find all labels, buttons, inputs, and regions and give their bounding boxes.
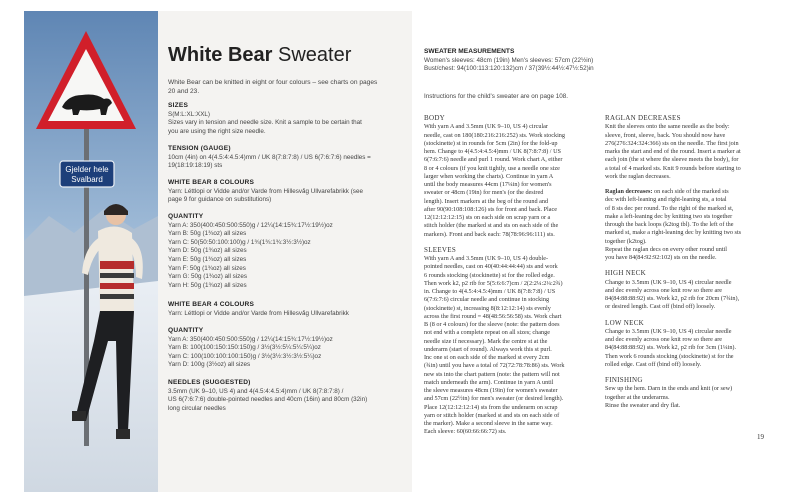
instruction-line: larger when working the charts). Continue in yarn A xyxy=(424,172,554,180)
section-line: Yarn: Léttlopi or Vidde and/or Varde from Hillesvåg Ullvarefabrikk xyxy=(168,309,349,317)
measurement-line: Bust/chest: 94(100:113:120:132)cm / 37(39½:44½:47½:52)in xyxy=(424,65,594,73)
instruction-line: Repeat the raglan decs on every other round until xyxy=(605,245,727,253)
instruction-heading: SLEEVES xyxy=(424,245,457,254)
instruction-section xyxy=(424,114,574,239)
section-line: page 9 for guidance on substitutions) xyxy=(168,196,272,204)
sign-text-line2: Svalbard xyxy=(71,175,103,184)
section-line: long circular needles xyxy=(168,404,226,412)
instruction-line: work the raglan decreases. xyxy=(605,172,671,180)
instruction-line: yarn or stitch holder (marked st and sts on each side of xyxy=(424,411,560,419)
instruction-heading: RAGLAN DECREASES xyxy=(605,114,681,122)
instruction-line: of 8 sts dec per round. To the right of the marked st, xyxy=(605,204,734,212)
measurement-line: Women's sleeves: 48cm (19in) Men's sleeves: 57cm (22½in) xyxy=(424,56,594,64)
column-left xyxy=(424,114,574,444)
instruction-line: through the back loops (k2tog tbl). To the left of the xyxy=(605,221,734,228)
instruction-line: not end with a complete repeat on all sizes; change xyxy=(424,329,550,337)
instruction-line: B (8 or 4 colours) for the sleeve (note: the pattern does xyxy=(424,321,560,328)
instruction-line: match underneath the arm). Continue in yarn A until xyxy=(424,378,554,386)
instruction-line: 6(7:6:7:6) circular needle and continue in stocking xyxy=(424,296,550,304)
instruction-line: sweater or 48cm (19in) for men's (or the desired xyxy=(424,189,544,197)
instruction-line: dec with left-leaning and right-leaning sts, a total xyxy=(605,196,727,204)
sweater-measurements xyxy=(424,48,614,74)
yarn-line: Yarn C: 100(100:100:100:150)g / 3½(3½:3½:3½:5¼)oz xyxy=(168,352,322,360)
instruction-line: marks the start and end of the round. Insert a marker at xyxy=(605,148,741,155)
instruction-line: (¾in) until you have a total of 72(72:78:78:86) sts. Work xyxy=(424,362,565,370)
sign-text-line1: Gjelder hele xyxy=(65,165,109,174)
yarn-line: Yarn A: 350(400:450:500:550)g / 12¼(14:15¾:17½:19½)oz xyxy=(168,335,333,343)
instruction-line: Place 12(12:12:12:14) sts from the underarm on scrap xyxy=(424,403,558,411)
section-heading: QUANTITY xyxy=(168,213,204,220)
instruction-line: 8 or 4 colours (if you knit tightly, use a needle one size xyxy=(424,164,560,172)
column-right xyxy=(605,114,755,417)
section-line: you are using the right size needle. xyxy=(168,127,266,135)
instruction-line: together at the underarms. xyxy=(605,393,670,401)
yarn-line: Yarn D: 100g (3½oz) all sizes xyxy=(168,361,251,369)
instruction-heading: FINISHING xyxy=(605,376,643,384)
instruction-line: or desired length. Cast off (bind off) loosely. xyxy=(605,303,716,311)
instruction-line: Knit the sleeves onto the same needle as the body: xyxy=(605,123,730,131)
instruction-line: Change to 3.5mm (UK 9–10, US 4) circular needle xyxy=(605,278,732,286)
pattern-info-column xyxy=(168,11,408,492)
photo-polar-bear-sign xyxy=(24,11,158,492)
instruction-line: underarm (start of round). Always work this st purl. xyxy=(424,345,552,353)
page-title xyxy=(168,44,408,67)
instruction-line: stitch holder (the marked st and sts on each side of the xyxy=(424,222,559,230)
instruction-section xyxy=(605,376,755,410)
instruction-line: 12(12:12:12:15) sts on each side on scrap yarn or a xyxy=(424,214,551,221)
instruction-line: Then work k2, p2 rib for 5(5:6:6:7)cm / 2(2:2¼:2¼:2¾) xyxy=(424,279,563,287)
instruction-heading: BODY xyxy=(424,114,446,122)
section-heading: WHITE BEAR 8 COLOURS xyxy=(168,179,255,186)
instruction-line: Inc one st on each side of the marked st every 2cm xyxy=(424,354,550,361)
instruction-line: 84(84:88:88:92) sts. Work k2, p2 rib for 3cm (1¼in). xyxy=(605,344,737,352)
section-line: US 6(7:6:7:6) double-pointed needles and 40cm (16in) and 80cm (32in) xyxy=(168,396,368,404)
instruction-line: pointed needles, cast on 40(40:44:44:44) sts and work xyxy=(424,263,558,271)
instruction-line: 6(7:6:7:6) needle and purl 1 round. Work chart A, either xyxy=(424,156,563,164)
instruction-line: and dec evenly across one knit row so there are xyxy=(605,336,723,343)
kids-note: Instructions for the child's sweater are on page 108. xyxy=(424,93,569,100)
instruction-line: marked st, make a right-leaning dec by knitting two sts xyxy=(605,229,742,237)
instruction-line: needle, cast on 180(180:216:216:252) sts. Work stocking xyxy=(424,131,565,139)
section-heading: QUANTITY xyxy=(168,327,204,334)
instruction-line: (stockinette) st in rounds for 5cm (2in) for the fold-up xyxy=(424,139,558,147)
instruction-line: and 57cm (22½in) for men's sweater (or desired length). xyxy=(424,395,564,403)
section-heading: WHITE BEAR 4 COLOURS xyxy=(168,301,255,308)
intro-line: White Bear can be knitted in eight or four colours – see charts on pages xyxy=(168,79,378,86)
instruction-line: markers). Front and back each: 78(78:96:96:111) sts. xyxy=(424,230,555,238)
yarn-line: Yarn H: 50g (1¾oz) all sizes xyxy=(168,281,247,289)
instruction-line: make a left-leaning dec by knitting two sts together xyxy=(605,212,733,220)
instruction-line: Sew up the hem. Darn in the ends and knit (or sew) xyxy=(605,385,733,393)
title-bold: White Bear xyxy=(168,44,273,66)
instruction-line: you have 84(84:92:92:102) sts on the needle. xyxy=(605,254,717,261)
section-line: 3.5mm (UK 9–10, US 4) and 4(4.5:4:4.5:4)mm / UK 8(7:8:7:8) / xyxy=(168,387,344,395)
instruction-line: Then work 6 rounds stocking (stockinette) st for the xyxy=(605,352,734,360)
instruction-line: hem. Change to 4(4.5:4:4.5:4)mm / UK 8(7:8:7:8) / US xyxy=(424,148,561,155)
section-heading: SIZES xyxy=(168,102,189,109)
instruction-line: Each sleeve: 60(60:66:66:72) sts. xyxy=(424,428,507,436)
instruction-line: 84(84:88:88:92) sts. Work k2, p2 rib for 20cm (7¾in), xyxy=(605,295,740,302)
instruction-section xyxy=(424,246,574,437)
instruction-line: needle size if necessary). Mark the centre st at the xyxy=(424,337,548,345)
instruction-line: 6 rounds stocking (stockinette) st for the rolled edge. xyxy=(424,271,555,279)
section-line: 19(18:19:18:19) sts xyxy=(168,162,223,170)
instruction-section xyxy=(605,114,755,181)
instruction-line: the sleeve measures 48cm (19in) for women's sweater xyxy=(424,387,558,394)
section-line: Sizes vary in tension and needle size. Knit a sample to be certain that xyxy=(168,119,362,127)
instruction-line: 276(276:324:324:366) sts on the needle. The first join xyxy=(605,139,739,147)
section-needles xyxy=(168,379,404,413)
left-page xyxy=(24,11,412,492)
section-line: 10cm (4in) on 4(4.5:4:4.5:4)mm / UK 8(7:8:7:8) / US 6(7:6:7:6) needles = xyxy=(168,153,371,161)
section-sizes xyxy=(168,102,404,136)
yarn-line: Yarn B: 100(100:150:150:150)g / 3½(3½:5¼:5¼:5¼)oz xyxy=(168,344,321,352)
instruction-line xyxy=(605,188,755,196)
instruction-line: rolled edge. Cast off (bind off) loosely. xyxy=(605,360,702,368)
instruction-line: the marker). Make a second sleeve in the same way. xyxy=(424,420,553,427)
instruction-line: in. Change to 4(4.5:4:4.5:4)mm / UK 8(7:8:7:8) / US xyxy=(424,288,556,295)
yarn-line: Yarn C: 50(50:50:100:100)g / 1¾(1¾:1¾:3½:3½)oz xyxy=(168,238,311,246)
instruction-line: length). Insert markers at the beg of the round and xyxy=(424,197,549,205)
section-8-colours xyxy=(168,179,404,205)
instruction-line: together (k2tog). xyxy=(605,237,647,245)
instruction-line: Change to 3.5mm (UK 9–10, US 4) circular needle xyxy=(605,327,732,335)
instruction-section xyxy=(605,188,755,262)
section-quantity-8 xyxy=(168,213,404,290)
instruction-line: With yarn A and 3.5mm (UK 9–10, US 4) double- xyxy=(424,255,549,262)
yarn-line: Yarn E: 50g (1¾oz) all sizes xyxy=(168,255,247,263)
page-number: 19 xyxy=(757,433,764,441)
intro-text xyxy=(168,78,404,96)
instruction-line: and dec evenly across one knit row so there are xyxy=(605,286,723,294)
section-line: S(M:L:XL:XXL) xyxy=(168,110,210,118)
section-heading: TENSION (GAUGE) xyxy=(168,145,231,152)
yarn-line: Yarn F: 50g (1¾oz) all sizes xyxy=(168,264,246,272)
measurements-heading: SWEATER MEASUREMENTS xyxy=(424,48,515,55)
section-4-colours xyxy=(168,301,404,318)
instruction-line: across the first round = 48(48:56:56:58) sts. Work chart xyxy=(424,312,562,320)
yarn-line: Yarn B: 50g (1¾oz) all sizes xyxy=(168,230,247,238)
instruction-line: a total of 4 marked sts. Knit 9 rounds before starting to xyxy=(605,164,741,172)
instruction-section xyxy=(605,319,755,370)
instruction-section xyxy=(605,269,755,311)
instruction-line: With yarn A and 3.5mm (UK 9–10, US 4) circular xyxy=(424,123,548,131)
title-rest: Sweater xyxy=(272,44,352,66)
section-heading: NEEDLES (SUGGESTED) xyxy=(168,379,251,386)
instruction-line: until the body measures 44cm (17¼in) for women's xyxy=(424,181,552,188)
instruction-heading: HIGH NECK xyxy=(605,269,647,278)
instruction-line: new sts into the chart pattern (note: the pattern will not xyxy=(424,370,560,378)
instruction-bold-lead: Raglan decreases: xyxy=(605,188,653,195)
instruction-line: each join (the st where the sleeve meets the body), for xyxy=(605,156,739,164)
instruction-heading: LOW NECK xyxy=(605,318,645,327)
instruction-line: (stockinette) st, increasing 8(8:12:12:14) sts evenly xyxy=(424,304,551,312)
section-quantity-4 xyxy=(168,327,404,370)
instruction-line: after 90(90:108:108:126) sts for front and back. Place xyxy=(424,205,557,213)
section-line: Yarn: Léttlopi or Vidde and/or Varde from Hillesvåg Ullvarefabrikk (see xyxy=(168,187,363,195)
instruction-line: Rinse the sweater and dry flat. xyxy=(605,401,681,409)
section-tension xyxy=(168,145,404,171)
yarn-line: Yarn G: 50g (1¾oz) all sizes xyxy=(168,273,247,281)
intro-line: 20 and 23. xyxy=(168,88,200,95)
instruction-line-text: on each side of the marked sts xyxy=(652,188,729,195)
right-page xyxy=(412,11,776,492)
yarn-line: Yarn A: 350(400:450:500:550)g / 12¼(14:15¾:17½:19½)oz xyxy=(168,221,333,229)
yarn-line: Yarn D: 50g (1¾oz) all sizes xyxy=(168,247,247,255)
photo-illustration xyxy=(24,11,158,492)
instruction-line: sleeve, front, sleeve, back. You should now have xyxy=(605,131,726,139)
